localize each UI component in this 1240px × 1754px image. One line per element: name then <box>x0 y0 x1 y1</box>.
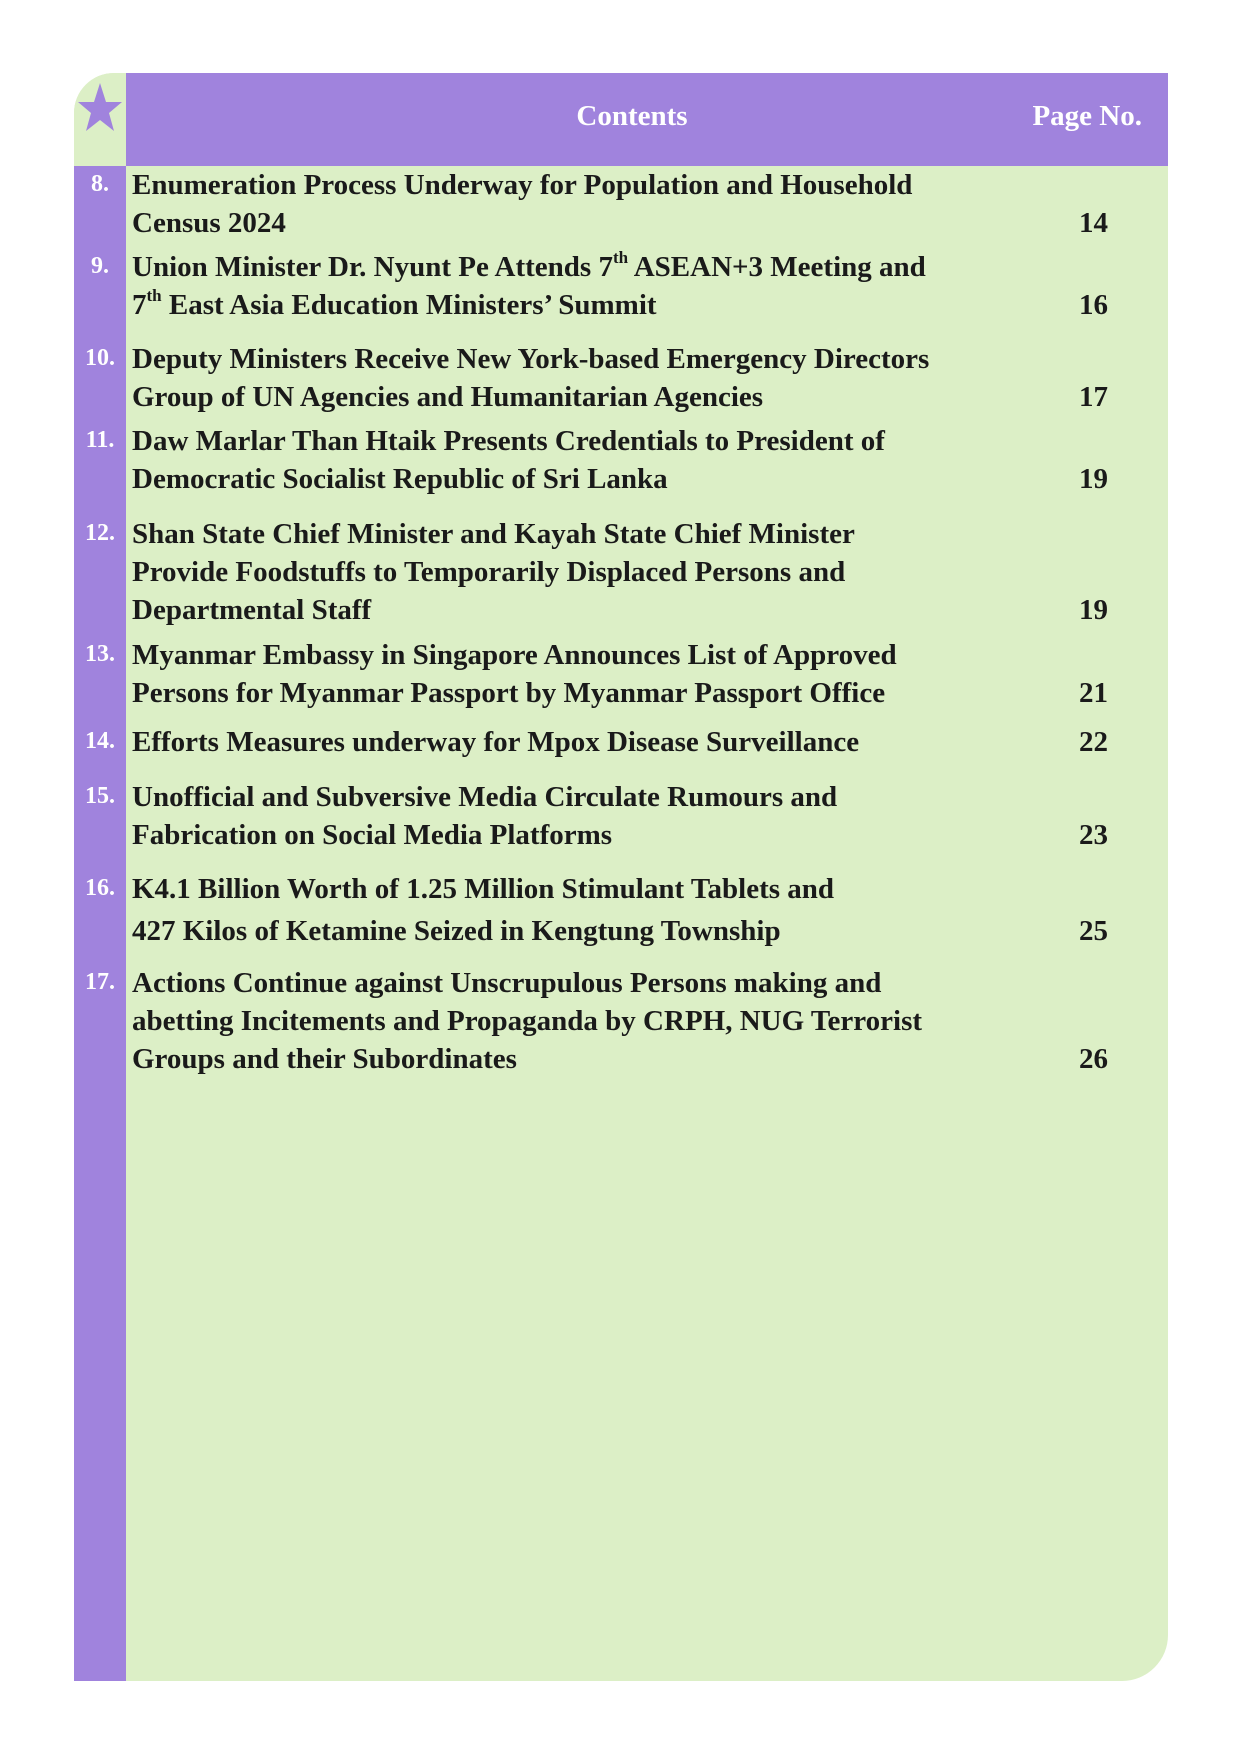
entry-page-number: 21 <box>1079 677 1108 709</box>
entry-page-number: 22 <box>1079 726 1108 758</box>
entry-title-line: Actions Continue against Unscrupulous Persons making and <box>132 967 882 999</box>
star-icon <box>77 81 123 137</box>
entry-number: 14. <box>85 728 115 754</box>
entry-number: 8. <box>91 171 109 197</box>
number-column <box>74 166 126 1681</box>
entry-page-number: 16 <box>1079 289 1108 321</box>
entry-title-line: Deputy Ministers Receive New York-based Emergency Directors <box>132 343 930 375</box>
entry-title-line: Enumeration Process Underway for Population and Household <box>132 169 913 201</box>
entry-title-line: Democratic Socialist Republic of Sri Lanka <box>132 463 668 495</box>
entry-page-number: 19 <box>1079 463 1108 495</box>
entry-title-line: Group of UN Agencies and Humanitarian Agencies <box>132 381 764 413</box>
entry-number: 17. <box>85 969 115 995</box>
entry-title-line: Unofficial and Subversive Media Circulate Rumours and <box>132 781 838 813</box>
contents-title: Contents <box>576 100 688 132</box>
entry-number: 10. <box>85 345 115 371</box>
contents-panel <box>74 73 1168 1681</box>
entry-page-number: 26 <box>1079 1043 1108 1075</box>
entry-page-number: 25 <box>1079 915 1108 947</box>
entry-title-line: Efforts Measures underway for Mpox Disease Surveillance <box>132 726 860 758</box>
entry-title-line: Persons for Myanmar Passport by Myanmar Passport Office <box>132 677 886 709</box>
entry-title-line: Myanmar Embassy in Singapore Announces List of Approved <box>132 639 897 671</box>
entry-page-number: 17 <box>1079 381 1108 413</box>
entry-title-line: Daw Marlar Than Htaik Presents Credentials to President of <box>132 425 885 457</box>
star-cell <box>74 73 126 166</box>
entry-title-line: Census 2024 <box>132 207 286 239</box>
entry-number: 9. <box>91 253 109 279</box>
entry-number: 16. <box>85 875 115 901</box>
entry-page-number: 19 <box>1079 594 1108 626</box>
entry-title-line: abetting Incitements and Propaganda by CRPH, NUG Terrorist <box>132 1005 923 1037</box>
entry-number: 11. <box>85 427 115 453</box>
entry-title-line: 7th East Asia Education Ministers’ Summit <box>132 286 657 321</box>
entry-page-number: 23 <box>1079 819 1108 851</box>
page-no-title: Page No. <box>1032 100 1142 132</box>
entry-number: 13. <box>85 641 115 667</box>
entry-title-line: 427 Kilos of Ketamine Seized in Kengtung Township <box>132 915 781 947</box>
entry-number: 15. <box>85 783 115 809</box>
entry-page-number: 14 <box>1079 207 1108 239</box>
contents-header <box>126 73 1168 166</box>
entry-title-line: Union Minister Dr. Nyunt Pe Attends 7th ASEAN+3 Meeting and <box>132 248 926 283</box>
entry-title-line: Provide Foodstuffs to Temporarily Displaced Persons and <box>132 556 846 588</box>
entry-title-line: Groups and their Subordinates <box>132 1043 517 1075</box>
entry-title-line: Shan State Chief Minister and Kayah State Chief Minister <box>132 518 855 550</box>
entry-title-line: K4.1 Billion Worth of 1.25 Million Stimulant Tablets and <box>132 873 835 905</box>
entry-number: 12. <box>85 520 115 546</box>
entry-title-line: Fabrication on Social Media Platforms <box>132 819 613 851</box>
entry-title-line: Departmental Staff <box>132 594 372 626</box>
